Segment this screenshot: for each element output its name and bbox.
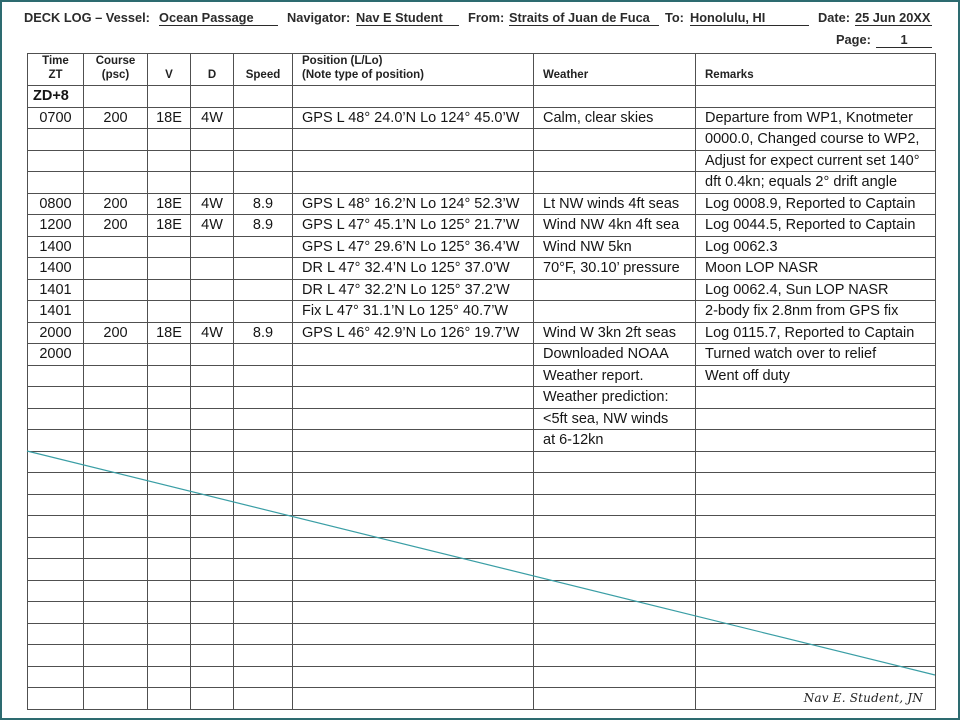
remarks-cell: 2-body fix 2.8nm from GPS fix — [696, 301, 936, 323]
course-cell — [84, 258, 148, 280]
speed-cell — [234, 688, 293, 710]
speed-cell — [234, 602, 293, 624]
course-cell — [84, 237, 148, 259]
position-cell: GPS L 47° 29.6’N Lo 125° 36.4’W — [293, 237, 534, 259]
remarks-cell: Log 0062.3 — [696, 237, 936, 259]
column-header-remarks-line: Remarks — [705, 69, 754, 81]
column-header-time-line: ZT — [48, 69, 63, 81]
d-cell — [191, 301, 234, 323]
position-cell — [293, 624, 534, 646]
navigator-label: Navigator: — [287, 10, 351, 25]
time-cell — [28, 624, 84, 646]
weather-cell: Weather report. — [534, 366, 696, 388]
time-cell: 1400 — [28, 258, 84, 280]
d-cell — [191, 172, 234, 194]
speed-cell — [234, 452, 293, 474]
v-cell — [148, 495, 191, 517]
speed-cell — [234, 516, 293, 538]
position-cell — [293, 667, 534, 689]
d-cell — [191, 344, 234, 366]
weather-cell — [534, 301, 696, 323]
weather-cell: 70°F, 30.10’ pressure — [534, 258, 696, 280]
speed-cell: 8.9 — [234, 194, 293, 216]
remarks-cell: Moon LOP NASR — [696, 258, 936, 280]
course-cell — [84, 559, 148, 581]
course-cell — [84, 280, 148, 302]
d-cell — [191, 473, 234, 495]
weather-cell: Wind W 3kn 2ft seas — [534, 323, 696, 345]
v-cell — [148, 581, 191, 603]
time-cell: 2000 — [28, 323, 84, 345]
course-cell — [84, 538, 148, 560]
course-cell — [84, 129, 148, 151]
weather-cell — [534, 559, 696, 581]
v-cell: 18E — [148, 323, 191, 345]
course-cell — [84, 344, 148, 366]
v-cell — [148, 258, 191, 280]
speed-cell — [234, 172, 293, 194]
speed-cell — [234, 645, 293, 667]
remarks-cell — [696, 495, 936, 517]
course-cell — [84, 473, 148, 495]
column-header-d-line: D — [207, 69, 217, 81]
v-cell — [148, 688, 191, 710]
v-cell: 18E — [148, 108, 191, 130]
column-header-position-line: (Note type of position) — [302, 69, 425, 81]
d-cell — [191, 495, 234, 517]
weather-cell: Weather prediction: — [534, 387, 696, 409]
weather-cell — [534, 86, 696, 108]
time-cell — [28, 172, 84, 194]
time-cell: 1401 — [28, 301, 84, 323]
time-cell: 1401 — [28, 280, 84, 302]
column-header-time — [28, 54, 84, 86]
time-cell — [28, 452, 84, 474]
speed-cell — [234, 559, 293, 581]
weather-cell — [534, 688, 696, 710]
remarks-cell — [696, 473, 936, 495]
navigator-signature: Nav E. Student, JN — [803, 691, 923, 706]
remarks-cell — [696, 452, 936, 474]
d-cell: 4W — [191, 215, 234, 237]
v-cell: 18E — [148, 194, 191, 216]
destination-location: Honolulu, HI — [690, 11, 809, 26]
d-cell — [191, 688, 234, 710]
course-cell — [84, 409, 148, 431]
d-cell: 4W — [191, 323, 234, 345]
speed-cell — [234, 129, 293, 151]
speed-cell — [234, 387, 293, 409]
time-cell — [28, 409, 84, 431]
v-cell — [148, 172, 191, 194]
time-cell — [28, 645, 84, 667]
speed-cell — [234, 301, 293, 323]
position-cell — [293, 516, 534, 538]
d-cell — [191, 430, 234, 452]
column-header-course-line: Course — [95, 55, 136, 67]
v-cell — [148, 473, 191, 495]
v-cell — [148, 624, 191, 646]
d-cell — [191, 237, 234, 259]
date-label: Date: — [818, 10, 850, 25]
course-cell: 200 — [84, 323, 148, 345]
time-cell — [28, 602, 84, 624]
position-cell — [293, 602, 534, 624]
course-cell — [84, 430, 148, 452]
weather-cell — [534, 516, 696, 538]
deck-log-table — [27, 53, 936, 710]
v-cell — [148, 430, 191, 452]
course-cell — [84, 516, 148, 538]
v-cell — [148, 409, 191, 431]
speed-cell — [234, 495, 293, 517]
d-cell — [191, 667, 234, 689]
weather-cell: Wind NW 5kn — [534, 237, 696, 259]
v-cell — [148, 645, 191, 667]
v-cell — [148, 559, 191, 581]
position-cell — [293, 129, 534, 151]
column-header-weather — [534, 54, 696, 86]
v-cell — [148, 86, 191, 108]
position-cell — [293, 387, 534, 409]
time-cell — [28, 473, 84, 495]
column-header-v — [148, 54, 191, 86]
course-cell — [84, 86, 148, 108]
time-cell: 2000 — [28, 344, 84, 366]
course-cell — [84, 581, 148, 603]
speed-cell — [234, 538, 293, 560]
speed-cell — [234, 108, 293, 130]
speed-cell — [234, 409, 293, 431]
navigator-name: Nav E Student — [356, 11, 459, 26]
weather-cell — [534, 538, 696, 560]
remarks-cell — [696, 624, 936, 646]
weather-cell — [534, 172, 696, 194]
v-cell — [148, 129, 191, 151]
position-cell — [293, 688, 534, 710]
v-cell — [148, 538, 191, 560]
column-header-position-line: Position (L/Lo) — [302, 55, 383, 67]
position-cell — [293, 86, 534, 108]
time-cell — [28, 151, 84, 173]
weather-cell: at 6-12kn — [534, 430, 696, 452]
weather-cell — [534, 495, 696, 517]
remarks-cell — [696, 409, 936, 431]
d-cell — [191, 538, 234, 560]
remarks-cell — [696, 559, 936, 581]
time-cell — [28, 495, 84, 517]
v-cell — [148, 366, 191, 388]
course-cell: 200 — [84, 108, 148, 130]
v-cell — [148, 452, 191, 474]
remarks-cell — [696, 516, 936, 538]
position-cell: GPS L 46° 42.9’N Lo 126° 19.7’W — [293, 323, 534, 345]
speed-cell — [234, 624, 293, 646]
d-cell — [191, 645, 234, 667]
weather-cell: Calm, clear skies — [534, 108, 696, 130]
speed-cell — [234, 344, 293, 366]
weather-cell — [534, 151, 696, 173]
v-cell — [148, 667, 191, 689]
time-cell: 0800 — [28, 194, 84, 216]
v-cell — [148, 301, 191, 323]
speed-cell — [234, 430, 293, 452]
course-cell — [84, 366, 148, 388]
column-header-position — [293, 54, 534, 86]
course-cell — [84, 624, 148, 646]
column-header-speed-line: Speed — [245, 69, 281, 81]
course-cell — [84, 495, 148, 517]
remarks-cell: Log 0115.7, Reported to Captain — [696, 323, 936, 345]
course-cell — [84, 602, 148, 624]
time-cell — [28, 688, 84, 710]
d-cell — [191, 516, 234, 538]
v-cell — [148, 602, 191, 624]
position-cell — [293, 581, 534, 603]
speed-cell — [234, 473, 293, 495]
remarks-cell — [696, 688, 936, 710]
weather-cell — [534, 667, 696, 689]
course-cell — [84, 151, 148, 173]
position-cell — [293, 538, 534, 560]
d-cell: 4W — [191, 108, 234, 130]
d-cell — [191, 602, 234, 624]
position-cell — [293, 495, 534, 517]
position-cell: GPS L 48° 16.2’N Lo 124° 52.3’W — [293, 194, 534, 216]
speed-cell — [234, 581, 293, 603]
position-cell — [293, 452, 534, 474]
position-cell — [293, 559, 534, 581]
course-cell — [84, 645, 148, 667]
speed-cell: 8.9 — [234, 323, 293, 345]
position-cell: DR L 47° 32.4’N Lo 125° 37.0’W — [293, 258, 534, 280]
remarks-cell: Went off duty — [696, 366, 936, 388]
d-cell — [191, 409, 234, 431]
column-header-course — [84, 54, 148, 86]
time-cell: 1400 — [28, 237, 84, 259]
v-cell — [148, 151, 191, 173]
v-cell — [148, 280, 191, 302]
remarks-cell — [696, 430, 936, 452]
remarks-cell — [696, 86, 936, 108]
remarks-cell — [696, 667, 936, 689]
position-cell — [293, 172, 534, 194]
course-cell — [84, 301, 148, 323]
weather-cell — [534, 473, 696, 495]
speed-cell — [234, 237, 293, 259]
d-cell: 4W — [191, 194, 234, 216]
remarks-cell — [696, 645, 936, 667]
weather-cell: Downloaded NOAA — [534, 344, 696, 366]
weather-cell — [534, 280, 696, 302]
time-cell — [28, 387, 84, 409]
course-cell: 200 — [84, 215, 148, 237]
remarks-cell: Log 0008.9, Reported to Captain — [696, 194, 936, 216]
position-cell: GPS L 48° 24.0’N Lo 124° 45.0’W — [293, 108, 534, 130]
remarks-cell — [696, 538, 936, 560]
speed-cell — [234, 280, 293, 302]
remarks-cell: Log 0062.4, Sun LOP NASR — [696, 280, 936, 302]
vessel-name: Ocean Passage — [159, 11, 278, 26]
speed-cell: 8.9 — [234, 215, 293, 237]
weather-cell — [534, 452, 696, 474]
d-cell — [191, 258, 234, 280]
remarks-cell: Adjust for expect current set 140° — [696, 151, 936, 173]
v-cell: 18E — [148, 215, 191, 237]
position-cell — [293, 409, 534, 431]
v-cell — [148, 387, 191, 409]
d-cell — [191, 86, 234, 108]
weather-cell: <5ft sea, NW winds — [534, 409, 696, 431]
position-cell — [293, 645, 534, 667]
position-cell — [293, 473, 534, 495]
time-cell — [28, 516, 84, 538]
to-label: To: — [665, 10, 684, 25]
page-number: 1 — [876, 33, 932, 48]
remarks-cell: dft 0.4kn; equals 2° drift angle — [696, 172, 936, 194]
course-cell — [84, 387, 148, 409]
d-cell — [191, 280, 234, 302]
speed-cell — [234, 151, 293, 173]
course-cell — [84, 172, 148, 194]
position-cell — [293, 366, 534, 388]
remarks-cell — [696, 581, 936, 603]
remarks-cell — [696, 602, 936, 624]
weather-cell — [534, 624, 696, 646]
weather-cell — [534, 581, 696, 603]
page-label: Page: — [836, 32, 871, 47]
d-cell — [191, 366, 234, 388]
weather-cell — [534, 645, 696, 667]
log-title-label: DECK LOG – Vessel: — [24, 10, 150, 25]
time-cell — [28, 430, 84, 452]
time-cell — [28, 559, 84, 581]
speed-cell — [234, 667, 293, 689]
time-cell — [28, 581, 84, 603]
position-cell — [293, 430, 534, 452]
column-header-d — [191, 54, 234, 86]
v-cell — [148, 344, 191, 366]
log-date: 25 Jun 20XX — [855, 10, 931, 25]
column-header-weather-line: Weather — [543, 69, 589, 81]
time-cell: 1200 — [28, 215, 84, 237]
d-cell — [191, 387, 234, 409]
column-header-speed — [234, 54, 293, 86]
d-cell — [191, 129, 234, 151]
time-cell — [28, 366, 84, 388]
column-header-remarks — [696, 54, 936, 86]
speed-cell — [234, 366, 293, 388]
remarks-cell: Log 0044.5, Reported to Captain — [696, 215, 936, 237]
course-cell — [84, 452, 148, 474]
d-cell — [191, 624, 234, 646]
d-cell — [191, 151, 234, 173]
position-cell — [293, 151, 534, 173]
remarks-cell: 0000.0, Changed course to WP2, — [696, 129, 936, 151]
position-cell: DR L 47° 32.2’N Lo 125° 37.2’W — [293, 280, 534, 302]
remarks-cell: Turned watch over to relief — [696, 344, 936, 366]
position-cell — [293, 344, 534, 366]
weather-cell: Lt NW winds 4ft seas — [534, 194, 696, 216]
departure-location: Straits of Juan de Fuca — [509, 11, 659, 26]
d-cell — [191, 452, 234, 474]
position-cell: GPS L 47° 45.1’N Lo 125° 21.7’W — [293, 215, 534, 237]
d-cell — [191, 559, 234, 581]
time-cell: 0700 — [28, 108, 84, 130]
time-cell — [28, 538, 84, 560]
v-cell — [148, 237, 191, 259]
speed-cell — [234, 86, 293, 108]
zone-description: ZD+8 — [28, 86, 84, 108]
course-cell — [84, 688, 148, 710]
speed-cell — [234, 258, 293, 280]
v-cell — [148, 516, 191, 538]
from-label: From: — [468, 10, 505, 25]
column-header-time-line: Time — [42, 55, 69, 67]
position-cell: Fix L 47° 31.1’N Lo 125° 40.7’W — [293, 301, 534, 323]
weather-cell — [534, 602, 696, 624]
course-cell — [84, 667, 148, 689]
weather-cell: Wind NW 4kn 4ft sea — [534, 215, 696, 237]
d-cell — [191, 581, 234, 603]
time-cell — [28, 129, 84, 151]
remarks-cell: Departure from WP1, Knotmeter — [696, 108, 936, 130]
column-header-course-line: (psc) — [101, 69, 130, 81]
weather-cell — [534, 129, 696, 151]
column-header-v-line: V — [165, 69, 173, 81]
time-cell — [28, 667, 84, 689]
remarks-cell — [696, 387, 936, 409]
course-cell: 200 — [84, 194, 148, 216]
